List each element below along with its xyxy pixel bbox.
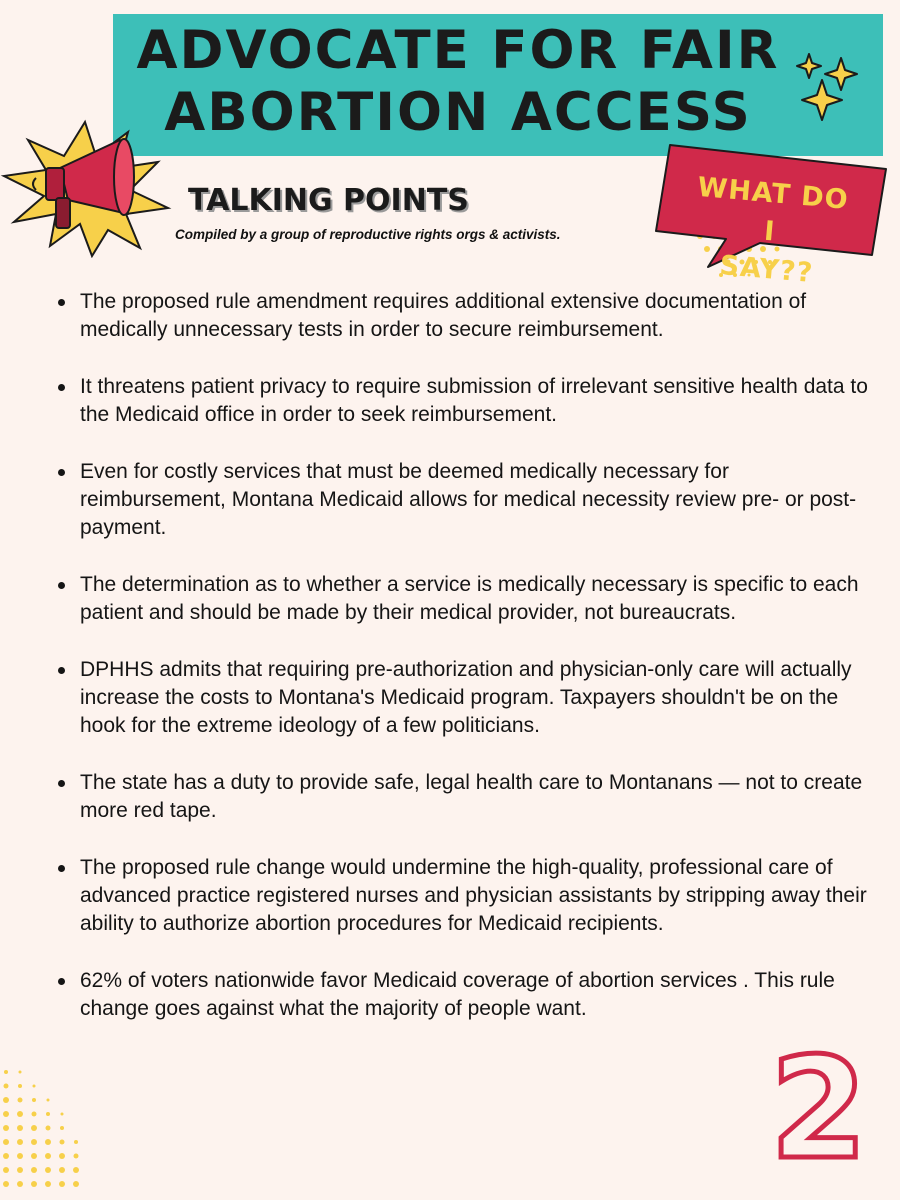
bullet-icon — [58, 384, 65, 391]
list-item — [56, 769, 876, 825]
sparkle-icon — [795, 50, 865, 130]
talking-points-subtitle: Compiled by a group of reproductive rights orgs & activists. — [175, 227, 561, 242]
title-line-2: ABORTION ACCESS — [164, 82, 752, 143]
list-item — [56, 288, 876, 344]
bubble-line-1: WHAT DO I — [696, 171, 850, 248]
bullet-icon — [58, 299, 65, 306]
point-text: The proposed rule change would undermine the high-quality, professional care of advanced practice registered nurses and physician assistants by stripping away their ability to authorize abortion procedures for Medicaid recipients. — [80, 856, 867, 935]
title-line-1: ADVOCATE FOR FAIR — [136, 20, 780, 81]
talking-points-list — [56, 288, 876, 1052]
bubble-line-2: SAY?? — [718, 250, 815, 290]
page-number: 2 — [770, 1028, 868, 1191]
point-text: The proposed rule amendment requires additional extensive documentation of medically unnecessary tests in order to secure reimbursement. — [80, 290, 807, 341]
page-title — [113, 20, 803, 144]
point-text: The state has a duty to provide safe, legal health care to Montanans — not to create more red tape. — [80, 771, 863, 822]
bullet-icon — [58, 865, 65, 872]
dot-pattern-corner — [0, 1060, 90, 1200]
list-item — [56, 854, 876, 938]
point-text: The determination as to whether a service is medically necessary is specific to each patient and should be made by their medical provider, not bureaucrats. — [80, 573, 859, 624]
point-text: It threatens patient privacy to require submission of irrelevant sensitive health data to the Medicaid office in order to seek reimbursement. — [80, 375, 868, 426]
list-item — [56, 656, 876, 740]
point-text: DPHHS admits that requiring pre-authorization and physician-only care will actually increase the costs to Montana's Medicaid program. Taxpayers shouldn't be on the hook for the extreme ideology of a few politicians. — [80, 658, 852, 737]
speech-bubble-text — [680, 168, 859, 296]
point-text: Even for costly services that must be deemed medically necessary for reimbursement, Montana Medicaid allows for medical necessity review pre- or post- payment. — [80, 460, 857, 539]
bullet-icon — [58, 780, 65, 787]
list-item — [56, 967, 876, 1023]
list-item — [56, 571, 876, 627]
point-text: 62% of voters nationwide favor Medicaid coverage of abortion services . This rule change goes against what the majority of people want. — [80, 969, 835, 1020]
talking-points-title: TALKING POINTS — [188, 183, 469, 218]
megaphone-icon — [0, 118, 180, 258]
bullet-icon — [58, 469, 65, 476]
bullet-icon — [58, 667, 65, 674]
bullet-icon — [58, 978, 65, 985]
list-item — [56, 373, 876, 429]
bullet-icon — [58, 582, 65, 589]
list-item — [56, 458, 876, 542]
